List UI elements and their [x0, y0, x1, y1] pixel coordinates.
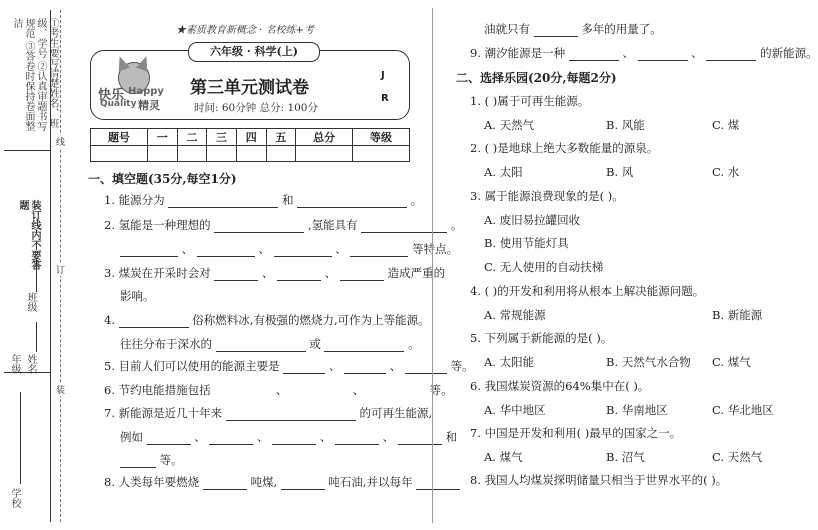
q7-line2 — [120, 429, 457, 445]
field-grade: 年级 — [9, 354, 20, 374]
q-text: 氢能是一种理想的 — [118, 218, 211, 232]
q-num: 8. — [470, 473, 481, 487]
q-text: 、 — [261, 266, 274, 280]
mc-question-1 — [470, 93, 589, 109]
q7 — [104, 405, 432, 421]
q6 — [104, 382, 453, 398]
answer-blank[interactable] — [226, 408, 356, 421]
score-header-cell: 二 — [177, 129, 207, 146]
page-title: 第三单元测试卷 — [190, 78, 309, 98]
q-sep: 、 — [258, 242, 270, 256]
q-text: 造成严重的 — [387, 266, 446, 280]
q-sep: 、 — [382, 430, 395, 444]
q-sep: 、 — [335, 242, 347, 256]
mc-question-2 — [470, 140, 658, 156]
answer-blank[interactable] — [706, 48, 756, 61]
q-text: 。 — [450, 218, 463, 232]
answer-blank[interactable] — [281, 477, 325, 490]
score-table — [90, 128, 410, 162]
mc-question-3 — [470, 188, 624, 204]
q1 — [104, 192, 422, 208]
q4 — [104, 312, 430, 328]
column-divider — [432, 8, 433, 523]
answer-blank[interactable] — [335, 432, 379, 445]
q-text: 目前人们可以使用的能源主要是 — [118, 359, 280, 373]
mc-option[interactable]: A. 天然气 — [484, 118, 535, 132]
logo-text-cn2: 精灵 — [138, 99, 160, 112]
answer-blank[interactable] — [214, 386, 272, 398]
grade-subject-tab: 六年级 · 科学(上) — [188, 42, 320, 62]
q-text: 、 — [275, 383, 288, 397]
q-text: 。 — [410, 193, 423, 207]
q-text: 、 — [324, 266, 337, 280]
logo-text-cn: 快乐 — [98, 88, 125, 103]
q-text: 煤炭在开采时会对 — [118, 266, 211, 280]
answer-blank[interactable] — [350, 244, 408, 257]
q-text: 影响。 — [120, 289, 155, 303]
notice-line — [4, 150, 50, 151]
score-cell[interactable] — [177, 146, 207, 162]
q-sep: 、 — [319, 430, 332, 444]
answer-blank[interactable] — [216, 339, 306, 352]
time-score: 时间: 60分钟 总分: 100分 — [194, 102, 318, 114]
q8-continued — [484, 21, 662, 37]
q-text: 例如 — [120, 430, 143, 444]
q-num: 2. — [104, 218, 115, 232]
q-num: 3. — [470, 189, 481, 203]
q-num: 7. — [470, 426, 481, 440]
q-num: 6. — [104, 383, 115, 397]
q-text: 的可再生能源, — [359, 406, 433, 420]
field-school: 学校 — [9, 488, 20, 508]
mc-option[interactable]: B. 使用节能灯具 — [484, 236, 569, 250]
slogan: ★素质教育新概念 · 名校练+考 — [176, 25, 314, 36]
mc-option[interactable]: A. 太阳能 — [484, 355, 535, 369]
q-text: 吨石油,并以每年 — [328, 475, 413, 489]
q-text: 往往分布于深水的 — [120, 337, 212, 351]
score-cell[interactable] — [236, 146, 266, 162]
answer-blank[interactable] — [638, 48, 688, 61]
mc-option[interactable]: B. 沼气 — [606, 450, 645, 464]
q-stem: 我国人均煤炭探明储量只相当于世界水平的( )。 — [484, 473, 728, 487]
mc-option[interactable]: B. 风能 — [606, 118, 645, 132]
q-text: 、 — [389, 359, 402, 373]
score-cell[interactable] — [207, 146, 237, 162]
answer-blank[interactable] — [274, 244, 332, 257]
score-header-cell: 一 — [147, 129, 177, 146]
q-text: 人类每年要燃烧 — [118, 475, 200, 489]
q-text: 、 — [352, 383, 365, 397]
score-header-cell: 题号 — [91, 129, 148, 146]
q-stem: 属于能源浪费现象的是( )。 — [484, 189, 624, 203]
q-text: 能源分为 — [118, 193, 165, 207]
answer-blank[interactable] — [340, 268, 384, 281]
q-text: 和 — [445, 430, 458, 444]
q-text: ,氢能具有 — [307, 218, 358, 232]
answer-blank[interactable] — [297, 195, 407, 208]
answer-blank[interactable] — [534, 24, 578, 37]
q-text: 等。 — [429, 383, 453, 397]
section1-title: 一、填空题(35分,每空1分) — [88, 172, 237, 186]
q2 — [104, 217, 462, 233]
q-num: 4. — [104, 313, 115, 327]
side-mark-j: J — [381, 70, 385, 81]
score-cell[interactable] — [353, 146, 410, 162]
score-cell[interactable] — [147, 146, 177, 162]
score-header-cell: 五 — [266, 129, 296, 146]
score-header-cell: 等级 — [353, 129, 410, 146]
q-text: 、 — [622, 46, 634, 60]
answer-blank[interactable] — [361, 220, 447, 233]
mc-question-8 — [470, 472, 727, 488]
mc-option[interactable]: B. 天然气水合物 — [606, 355, 691, 369]
q-text: 潮汐能源是一种 — [484, 46, 566, 60]
answer-blank[interactable] — [203, 477, 247, 490]
binding-mark-3: 装 — [56, 383, 65, 396]
q-num: 9. — [470, 46, 481, 60]
score-header-cell: 四 — [236, 129, 266, 146]
answer-blank[interactable] — [344, 361, 386, 374]
mid-notice: 装订线内不要答题 — [17, 200, 40, 270]
logo-text-en2: Quality — [100, 99, 137, 109]
notice-text: ①考生要写清楚姓名、班级、学号 ②认真审题书写规范 ③答卷时保持卷面整洁 — [11, 18, 58, 132]
q-num: 7. — [104, 406, 115, 420]
q7-line3 — [120, 452, 183, 468]
mc-option[interactable]: A. 废旧易拉罐回收 — [484, 213, 581, 227]
answer-blank[interactable] — [324, 339, 404, 352]
field-name-line — [36, 322, 37, 352]
section2-title: 二、选择乐园(20分,每题2分) — [456, 71, 617, 85]
q-text: 多年的用量了。 — [581, 22, 662, 36]
score-cell[interactable] — [91, 146, 148, 162]
q-num: 1. — [104, 193, 115, 207]
q-text: 、 — [691, 46, 703, 60]
q-stem: 下列属于新能源的是( )。 — [484, 331, 613, 345]
answer-blank[interactable] — [416, 477, 460, 490]
mc-question-7 — [470, 425, 681, 441]
answer-blank[interactable] — [214, 220, 304, 233]
q-num: 8. — [104, 475, 115, 489]
answer-blank[interactable] — [283, 361, 325, 374]
q-num: 4. — [470, 284, 481, 298]
q-text: 俗称燃料冰,有极强的燃烧力,可作为上等能源。 — [192, 313, 430, 327]
q2-line2 — [120, 241, 458, 257]
mc-option[interactable]: A. 华中地区 — [484, 403, 546, 417]
answer-blank[interactable] — [405, 361, 447, 374]
mc-option[interactable]: C. 煤 — [712, 118, 740, 132]
q-num: 2. — [470, 141, 481, 155]
score-table-header-row — [91, 129, 410, 146]
mc-option[interactable]: C. 水 — [712, 165, 740, 179]
mc-question-4 — [470, 283, 704, 299]
binding-mark-1: 线 — [56, 135, 65, 148]
answer-blank[interactable] — [120, 244, 178, 257]
answer-blank[interactable] — [209, 432, 253, 445]
q-text: 等。 — [159, 453, 183, 467]
mc-option[interactable]: B. 华南地区 — [606, 403, 668, 417]
score-header-cell: 总分 — [296, 129, 353, 146]
q-num: 6. — [470, 379, 481, 393]
q-num: 5. — [470, 331, 481, 345]
q-num: 1. — [470, 94, 481, 108]
answer-blank[interactable] — [569, 48, 619, 61]
mc-question-5 — [470, 330, 612, 346]
q5 — [104, 358, 474, 374]
q-text: 或 — [309, 337, 321, 351]
score-table-score-row — [91, 146, 410, 162]
q-stem: ( )的开发和利用将从根本上解决能源问题。 — [484, 284, 705, 298]
q-num: 3. — [104, 266, 115, 280]
q-stem: ( )属于可再生能源。 — [484, 94, 590, 108]
q-text: 。 — [408, 337, 420, 351]
q-text: 的新能源。 — [760, 46, 818, 60]
q-text: 节约电能措施包括 — [118, 383, 211, 397]
answer-blank[interactable] — [398, 432, 442, 445]
mc-option[interactable]: C. 煤气 — [712, 355, 751, 369]
q-stem: 我国煤炭资源的64%集中在( )。 — [484, 379, 650, 393]
mc-option[interactable]: A. 煤气 — [484, 450, 523, 464]
answer-blank[interactable] — [197, 244, 255, 257]
q-sep: 、 — [181, 242, 194, 256]
q4-line2 — [120, 336, 420, 352]
mc-option[interactable]: A. 太阳 — [484, 165, 523, 179]
mc-option[interactable]: B. 风 — [606, 165, 634, 179]
q-text: 、 — [328, 359, 341, 373]
answer-blank[interactable] — [291, 386, 349, 398]
q3 — [104, 265, 445, 281]
answer-blank[interactable] — [147, 432, 191, 445]
q-text: 油就只有 — [484, 22, 530, 36]
q-sep: 、 — [257, 430, 269, 444]
score-header-cell: 三 — [207, 129, 237, 146]
score-cell[interactable] — [266, 146, 296, 162]
answer-blank[interactable] — [214, 268, 258, 281]
q-text: 吨煤, — [250, 475, 278, 489]
field-row-line — [4, 372, 50, 373]
q-sep: 、 — [194, 430, 206, 444]
answer-blank[interactable] — [272, 432, 316, 445]
binding-mark-2: 订 — [56, 263, 65, 276]
q-text: 新能源是近几十年来 — [118, 406, 223, 420]
answer-blank[interactable] — [119, 315, 189, 328]
mc-question-6 — [470, 378, 649, 394]
field-class-line — [36, 258, 37, 292]
q3-line2 — [120, 288, 155, 304]
q9 — [470, 45, 818, 61]
answer-blank[interactable] — [277, 268, 321, 281]
q-text: 等。 — [450, 359, 474, 373]
logo — [98, 62, 170, 112]
field-name: 姓名 — [25, 354, 36, 374]
side-mark-r: R — [381, 93, 389, 104]
field-school-line — [20, 392, 21, 484]
answer-blank[interactable] — [168, 195, 278, 208]
mc-option[interactable]: C. 无人使用的自动扶梯 — [484, 260, 604, 274]
field-class: 班级 — [25, 292, 36, 312]
q-text: 和 — [281, 193, 294, 207]
q8 — [104, 474, 460, 490]
answer-blank[interactable] — [368, 386, 426, 398]
q-num: 5. — [104, 359, 115, 373]
q-text: 等特点。 — [412, 242, 459, 256]
mc-option[interactable]: A. 常规能源 — [484, 308, 546, 322]
mc-option[interactable]: B. 新能源 — [712, 308, 763, 322]
answer-blank[interactable] — [120, 455, 156, 468]
mc-option[interactable]: C. 华北地区 — [712, 403, 774, 417]
q-stem: ( )是地球上绝大多数能量的源泉。 — [484, 141, 659, 155]
mc-option[interactable]: C. 天然气 — [712, 450, 763, 464]
score-cell[interactable] — [296, 146, 353, 162]
q-stem: 中国是开发和利用( )最早的国家之一。 — [484, 426, 682, 440]
logo-text-en: Happy — [128, 86, 164, 97]
